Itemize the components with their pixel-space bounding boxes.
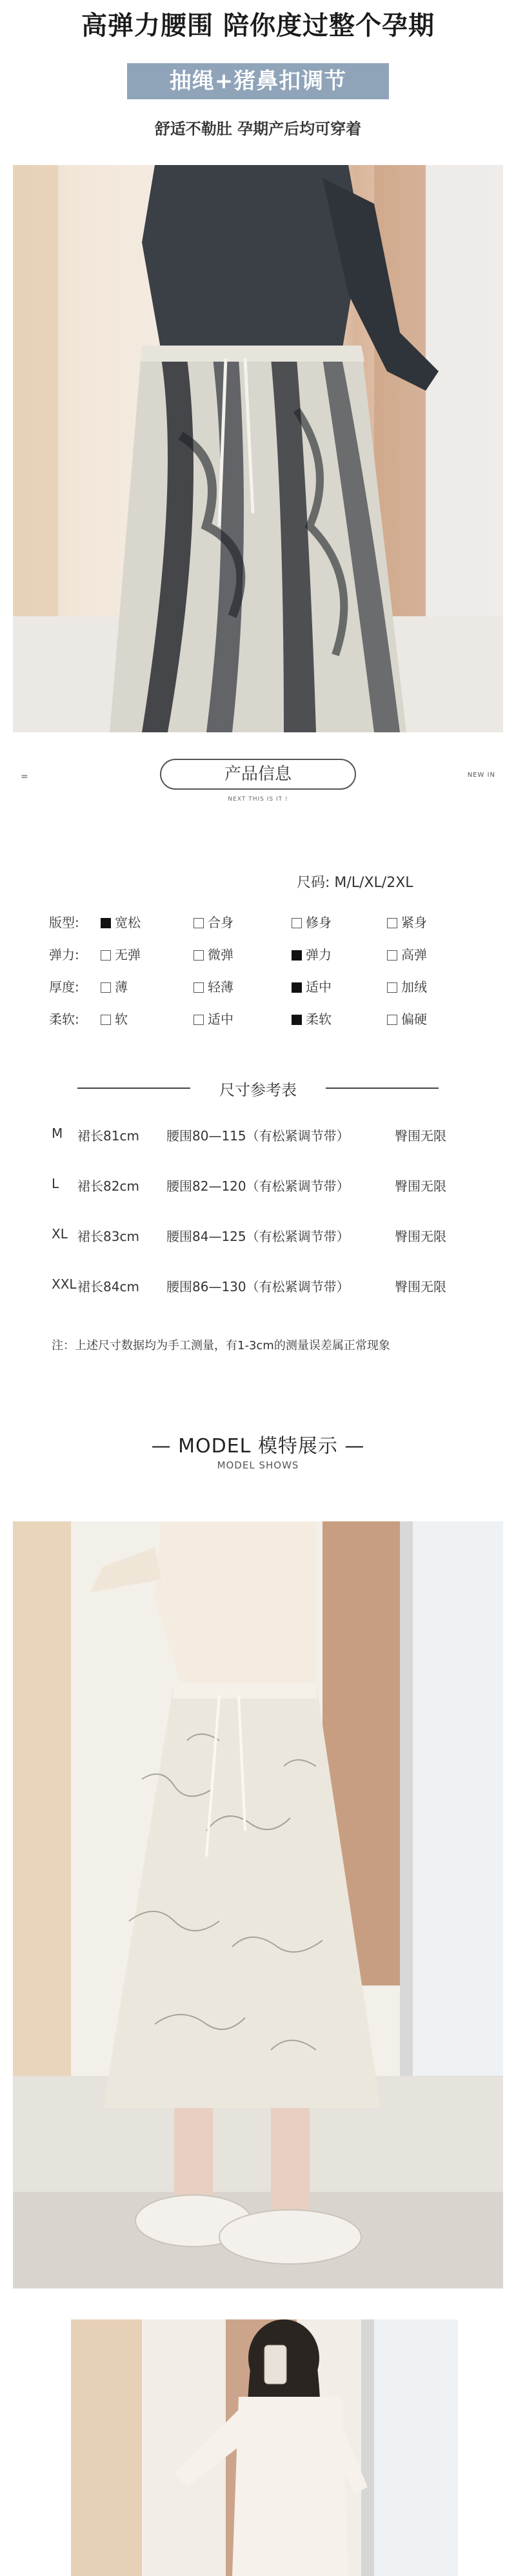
- size-cell-length: 裙长83cm: [77, 1229, 139, 1244]
- size-cell-size: XL: [52, 1226, 68, 1242]
- attribute-option: [387, 944, 427, 963]
- size-cell-hip: 臀围无限: [395, 1279, 446, 1294]
- size-reference-header: [0, 1075, 516, 1100]
- size-cell-size: L: [52, 1176, 59, 1191]
- size-cell-size: XXL: [52, 1276, 77, 1292]
- attribute-option-label: 偏硬: [401, 1011, 427, 1027]
- size-list: 尺码: M/L/XL/2XL: [297, 875, 413, 891]
- attribute-option: [387, 1009, 427, 1028]
- attribute-option: [101, 912, 141, 931]
- attribute-option-label: 加绒: [401, 979, 427, 995]
- checked-box-icon: [292, 982, 302, 993]
- attribute-option: [194, 977, 233, 995]
- divider-line: [326, 1088, 439, 1089]
- attribute-option: [101, 977, 128, 995]
- attribute-option-label: 合身: [208, 915, 233, 930]
- empty-box-icon: [194, 1015, 204, 1025]
- size-cell-hip: 臀围无限: [395, 1128, 446, 1144]
- attribute-option: [387, 977, 427, 995]
- size-row: [52, 1126, 490, 1145]
- product-info-title: 产品信息: [160, 759, 356, 790]
- checked-box-icon: [292, 1015, 302, 1025]
- empty-box-icon: [387, 950, 397, 961]
- empty-box-icon: [101, 1015, 111, 1025]
- attribute-option-label: 轻薄: [208, 979, 233, 995]
- attribute-option: [101, 944, 141, 963]
- empty-box-icon: [194, 982, 204, 993]
- attribute-row: [49, 977, 488, 999]
- checked-box-icon: [292, 950, 302, 961]
- attribute-option-label: 软: [115, 1011, 128, 1027]
- attribute-option-label: 柔软: [306, 1011, 332, 1027]
- attribute-option: [101, 1009, 128, 1028]
- size-cell-waist: 腰围84—125（有松紧调节带）: [166, 1229, 350, 1244]
- attribute-option-label: 紧身: [401, 915, 427, 930]
- size-cell-size: M: [52, 1126, 63, 1141]
- size-cell-hip: 臀围无限: [395, 1178, 446, 1194]
- size-cell-hip: 臀围无限: [395, 1229, 446, 1244]
- empty-box-icon: [194, 918, 204, 928]
- attribute-label: 厚度:: [49, 979, 79, 995]
- attribute-row: [49, 944, 488, 966]
- attribute-option-label: 无弹: [115, 947, 141, 962]
- attribute-option-label: 高弹: [401, 947, 427, 962]
- attribute-option: [194, 1009, 233, 1028]
- size-cell-waist: 腰围80—115（有松紧调节带）: [166, 1128, 350, 1144]
- attribute-option-label: 弹力: [306, 947, 332, 962]
- hero-badge: 抽绳+猪鼻扣调节: [127, 63, 389, 99]
- attribute-option-label: 微弹: [208, 947, 233, 962]
- section-tag-left: =: [21, 772, 28, 782]
- attribute-option-label: 适中: [306, 979, 332, 995]
- empty-box-icon: [387, 982, 397, 993]
- model-photo-2: [71, 2319, 458, 2576]
- model-section-subtitle: MODEL SHOWS: [217, 1459, 299, 1471]
- model-photo-1: [13, 1521, 503, 2288]
- size-row: [52, 1276, 490, 1296]
- size-cell-length: 裙长82cm: [77, 1178, 139, 1194]
- attribute-option: [292, 1009, 332, 1028]
- attribute-row: [49, 1009, 488, 1031]
- size-cell-waist: 腰围82—120（有松紧调节带）: [166, 1178, 350, 1194]
- attribute-option-label: 适中: [208, 1011, 233, 1027]
- attribute-option-label: 修身: [306, 915, 332, 930]
- attribute-option: [387, 912, 427, 931]
- attribute-option: [292, 944, 332, 963]
- empty-box-icon: [387, 1015, 397, 1025]
- size-reference-title: 尺寸参考表: [219, 1081, 297, 1099]
- attribute-label: 弹力:: [49, 947, 79, 962]
- attribute-option: [292, 912, 332, 931]
- product-photo-1: [13, 165, 503, 732]
- section-tag-right: NEW IN: [467, 772, 495, 779]
- attribute-option: [194, 912, 233, 931]
- model-section-title: — MODEL 模特展示 —: [151, 1435, 365, 1458]
- attribute-option-label: 薄: [115, 979, 128, 995]
- empty-box-icon: [387, 918, 397, 928]
- measurement-note: 注：上述尺寸数据均为手工测量，有1-3cm的测量误差属正常现象: [52, 1339, 390, 1352]
- attribute-label: 版型:: [49, 915, 79, 930]
- empty-box-icon: [194, 950, 204, 961]
- attribute-row: [49, 912, 488, 934]
- empty-box-icon: [101, 982, 111, 993]
- size-cell-length: 裙长84cm: [77, 1279, 139, 1294]
- attribute-option: [292, 977, 332, 995]
- attribute-label: 柔软:: [49, 1011, 79, 1027]
- size-cell-length: 裙长81cm: [77, 1128, 139, 1144]
- hero-subtitle: 舒适不勒肚 孕期产后均可穿着: [154, 120, 362, 138]
- empty-box-icon: [101, 950, 111, 961]
- size-row: [52, 1176, 490, 1195]
- product-info-subtitle: NEXT THIS IS IT !: [228, 796, 288, 803]
- empty-box-icon: [292, 918, 302, 928]
- attribute-option: [194, 944, 233, 963]
- checked-box-icon: [101, 918, 111, 928]
- attribute-option-label: 宽松: [115, 915, 141, 930]
- hero-title: 高弹力腰围 陪你度过整个孕期: [81, 11, 435, 41]
- size-cell-waist: 腰围86—130（有松紧调节带）: [166, 1279, 350, 1294]
- size-row: [52, 1226, 490, 1245]
